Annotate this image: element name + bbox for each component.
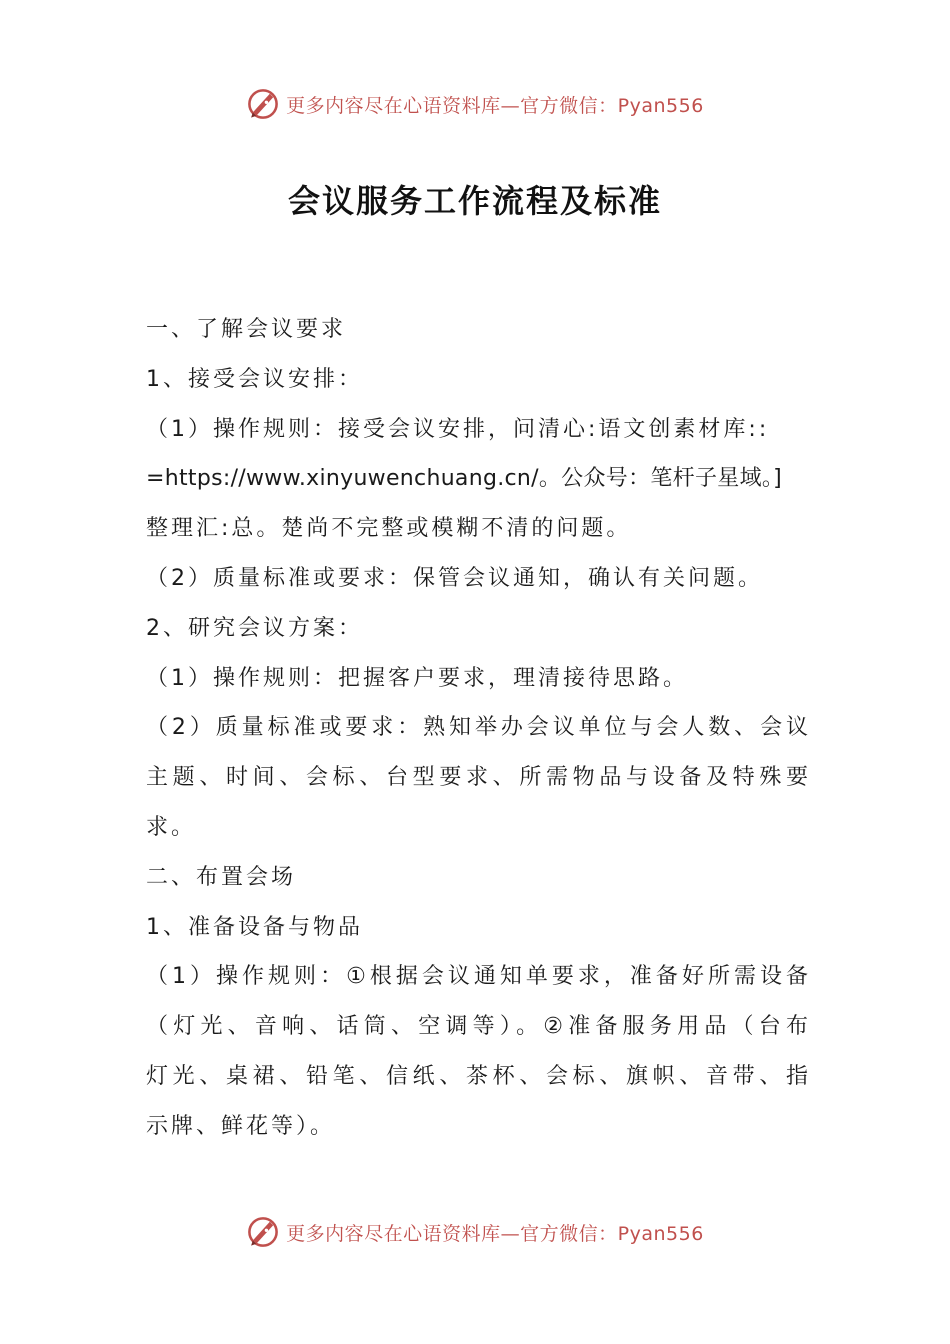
paragraph-line: （灯光、音响、话筒、空调等）。②准备服务用品（台布 [146, 1014, 808, 1040]
footer-banner [0, 1212, 950, 1252]
subheading: 2、研究会议方案： [146, 615, 363, 641]
paragraph-line: （1）操作规则：把握客户要求，理清接待思路。 [146, 665, 688, 691]
paragraph-line: 整理汇:总。楚尚不完整或模糊不清的问题。 [146, 516, 632, 542]
header-banner [0, 84, 950, 124]
paragraph-line: 示牌、鲜花等）。 [146, 1113, 336, 1139]
paragraph-line: 灯光、桌裙、铅笔、信纸、茶杯、会标、旗帜、音带、指 [146, 1063, 808, 1089]
paragraph-line: =https://www.xinyuwenchuang.cn/。公众号：笔杆子星域。] [146, 466, 783, 492]
banner-text: 更多内容尽在心语资料库—官方微信：Pyan556 [286, 1222, 704, 1245]
subheading: 1、接受会议安排： [146, 366, 363, 392]
wechat-id: Pyan556 [617, 94, 704, 117]
paragraph-line: （1）操作规则：接受会议安排，问清心:语文创素材库:: [146, 416, 770, 442]
paragraph-line: （2）质量标准或要求：保管会议通知，确认有关问题。 [146, 565, 763, 591]
heading-1: 一、了解会议要求 [146, 317, 347, 342]
paragraph-line: （1）操作规则：①根据会议通知单要求，准备好所需设备 [146, 964, 808, 990]
wechat-id: Pyan556 [617, 1222, 704, 1245]
subheading: 1、准备设备与物品 [146, 914, 363, 940]
pen-logo-icon [246, 87, 280, 121]
paragraph-line: 主题、时间、会标、台型要求、所需物品与设备及特殊要 [146, 765, 808, 791]
banner-text: 更多内容尽在心语资料库—官方微信：Pyan556 [286, 94, 704, 117]
pen-logo-icon [246, 1215, 280, 1249]
document-title: 会议服务工作流程及标准 [287, 182, 662, 220]
heading-2: 二、布置会场 [146, 864, 297, 890]
paragraph-line: （2）质量标准或要求：熟知举办会议单位与会人数、会议 [146, 715, 808, 741]
document-body [146, 305, 808, 1152]
paragraph-line: 求。 [146, 814, 197, 840]
